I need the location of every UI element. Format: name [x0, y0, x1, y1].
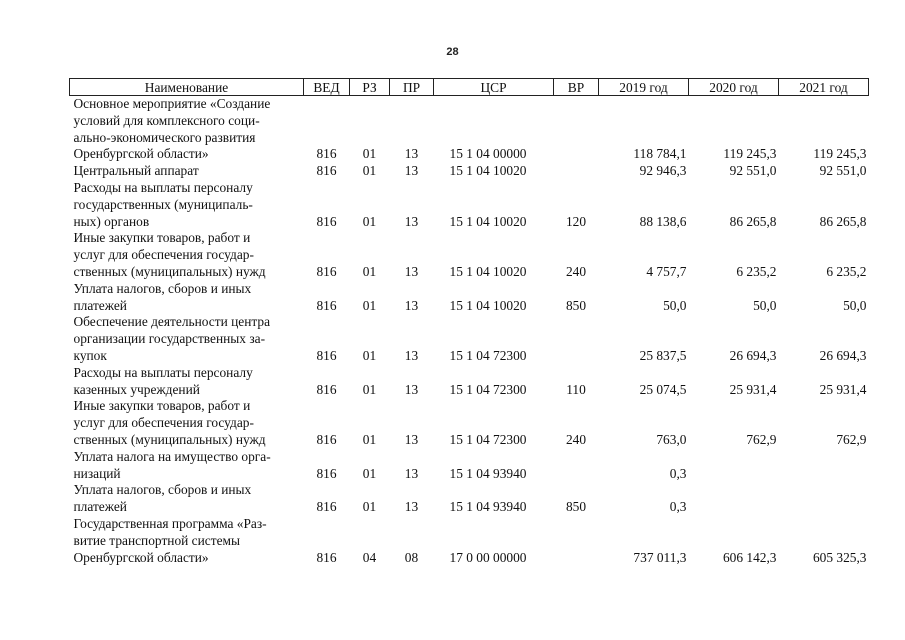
cell-name-line: Иные закупки товаров, работ и: [73, 230, 251, 246]
cell-2020: 92 551,0: [729, 163, 777, 179]
cell-pr: 13: [404, 146, 419, 162]
cell-2019: 25 074,5: [639, 381, 687, 397]
cell-name-line: Уплата налогов, сборов и иных: [73, 482, 252, 498]
cell-csr: 15 1 04 10020: [449, 163, 527, 179]
cell-2021: [779, 482, 869, 516]
cell-2020: 6 235,2: [736, 263, 777, 279]
cell-rz: 01: [362, 499, 377, 515]
budget-table: [69, 78, 869, 566]
cell-name-line: ально-экономического развития: [73, 129, 256, 145]
cell-rz: 01: [362, 381, 377, 397]
cell-2019: 88 138,6: [639, 213, 687, 229]
cell-name-line: Государственная программа «Раз-: [73, 515, 267, 531]
cell-name-line: Обеспечение деятельности центра: [73, 314, 271, 330]
cell-name-line: купок: [73, 347, 107, 363]
cell-name-line: государственных (муниципаль-: [73, 196, 253, 212]
cell-ved: 816: [316, 381, 337, 397]
cell-2019: 92 946,3: [639, 163, 687, 179]
cell-pr: 13: [404, 263, 419, 279]
cell-name: [70, 449, 304, 483]
cell-csr: 15 1 04 10020: [449, 297, 527, 313]
cell-name: [70, 365, 304, 399]
cell-name-line: ных) органов: [73, 213, 150, 229]
header-2021: 2021 год: [779, 79, 869, 96]
cell-name-line: условий для комплексного соци-: [73, 112, 260, 128]
cell-csr: 15 1 04 72300: [449, 381, 527, 397]
cell-2019: 4 757,7: [646, 263, 687, 279]
header-rz: РЗ: [350, 79, 390, 96]
cell-rz: 01: [362, 146, 377, 162]
cell-2021: 605 325,3: [812, 549, 867, 565]
cell-ved: 816: [316, 213, 337, 229]
cell-2019: 737 011,3: [633, 549, 687, 565]
cell-name: [70, 180, 304, 230]
cell-name-line: Оренбургской области»: [73, 146, 209, 162]
cell-name-line: услуг для обеспечения государ-: [73, 415, 254, 431]
cell-2020: 762,9: [746, 431, 777, 447]
cell-name: [70, 516, 304, 566]
cell-2020: 606 142,3: [722, 549, 777, 565]
header-pr: ПР: [390, 79, 434, 96]
header-vr: ВР: [554, 79, 599, 96]
cell-vr: 120: [565, 213, 587, 229]
cell-name-line: ственных (муниципальных) нужд: [73, 263, 266, 279]
cell-ved: 816: [316, 499, 337, 515]
cell-pr: 13: [404, 347, 419, 363]
cell-csr: 15 1 04 93940: [449, 499, 527, 515]
cell-rz: 04: [362, 549, 377, 565]
cell-name: [70, 96, 304, 164]
cell-vr: [554, 516, 599, 566]
cell-pr: 13: [404, 381, 419, 397]
cell-csr: 15 1 04 10020: [449, 213, 527, 229]
cell-rz: 01: [362, 163, 377, 179]
cell-2019: 118 784,1: [633, 146, 687, 162]
cell-name: [70, 230, 304, 280]
cell-name-line: Уплата налогов, сборов и иных: [73, 280, 252, 296]
cell-pr: 08: [404, 549, 419, 565]
cell-name-line: Уплата налога на имущество орга-: [73, 448, 271, 464]
cell-2019: 0,3: [669, 499, 687, 515]
cell-name-line: платежей: [73, 297, 127, 313]
cell-vr: [554, 163, 599, 180]
cell-vr: [554, 449, 599, 483]
cell-ved: 816: [316, 431, 337, 447]
table-body: [70, 96, 869, 567]
cell-csr: 15 1 04 72300: [449, 347, 527, 363]
cell-name-line: Оренбургской области»: [73, 549, 209, 565]
cell-pr: 13: [404, 213, 419, 229]
cell-2019: 0,3: [669, 465, 687, 481]
header-ved: ВЕД: [304, 79, 350, 96]
cell-csr: 17 0 00 00000: [449, 549, 527, 565]
cell-name-line: Расходы на выплаты персоналу: [73, 364, 253, 380]
cell-name-line: Иные закупки товаров, работ и: [73, 398, 251, 414]
table-row: [70, 516, 869, 566]
cell-2021: 119 245,3: [813, 146, 867, 162]
cell-ved: 816: [316, 465, 337, 481]
cell-2021: 25 931,4: [819, 381, 867, 397]
table-header: [70, 79, 869, 96]
cell-pr: 13: [404, 297, 419, 313]
cell-vr: 850: [565, 499, 587, 515]
cell-name: [70, 398, 304, 448]
cell-rz: 01: [362, 431, 377, 447]
cell-vr: 240: [565, 263, 587, 279]
table-row: [70, 281, 869, 315]
cell-name: [70, 314, 304, 364]
cell-name-line: низаций: [73, 465, 121, 481]
header-csr: ЦСР: [434, 79, 554, 96]
cell-vr: [554, 314, 599, 364]
cell-ved: 816: [316, 146, 337, 162]
cell-pr: 13: [404, 163, 419, 179]
cell-vr: 110: [566, 381, 586, 397]
cell-2021: 86 265,8: [819, 213, 867, 229]
cell-pr: 13: [404, 465, 419, 481]
cell-2020: 119 245,3: [723, 146, 777, 162]
table-row: [70, 449, 869, 483]
page-number: 28: [446, 46, 459, 58]
cell-2019: 50,0: [663, 297, 687, 313]
cell-name-line: казенных учреждений: [73, 381, 200, 397]
cell-2020: [689, 449, 779, 483]
cell-2019: 763,0: [656, 431, 687, 447]
cell-vr: [554, 96, 599, 164]
cell-name: [70, 482, 304, 516]
table-row: [70, 314, 869, 364]
cell-2020: 86 265,8: [729, 213, 777, 229]
cell-ved: 816: [316, 297, 337, 313]
header-row: [70, 79, 869, 96]
cell-ved: 816: [316, 347, 337, 363]
cell-2020: [689, 482, 779, 516]
cell-ved: 816: [316, 549, 337, 565]
cell-ved: 816: [316, 163, 337, 179]
cell-2021: 92 551,0: [819, 163, 867, 179]
cell-rz: 01: [362, 347, 377, 363]
cell-name-line: витие транспортной системы: [73, 532, 240, 548]
cell-2021: 50,0: [843, 297, 867, 313]
cell-csr: 15 1 04 10020: [449, 263, 527, 279]
cell-vr: 240: [565, 431, 587, 447]
cell-name: [70, 163, 304, 180]
table-row: [70, 230, 869, 280]
cell-name-line: Расходы на выплаты персоналу: [73, 179, 253, 195]
cell-rz: 01: [362, 213, 377, 229]
cell-2021: 26 694,3: [819, 347, 867, 363]
cell-ved: 816: [316, 263, 337, 279]
cell-rz: 01: [362, 297, 377, 313]
header-name: Наименование: [70, 79, 304, 96]
header-2019: 2019 год: [599, 79, 689, 96]
cell-name: [70, 281, 304, 315]
cell-name-line: услуг для обеспечения государ-: [73, 247, 254, 263]
cell-rz: 01: [362, 465, 377, 481]
cell-2019: 25 837,5: [639, 347, 687, 363]
cell-2021: 762,9: [836, 431, 867, 447]
cell-csr: 15 1 04 00000: [449, 146, 527, 162]
cell-csr: 15 1 04 72300: [449, 431, 527, 447]
cell-rz: 01: [362, 263, 377, 279]
cell-name-line: платежей: [73, 499, 127, 515]
table-row: [70, 398, 869, 448]
cell-name-line: ственных (муниципальных) нужд: [73, 431, 266, 447]
cell-2021: [779, 449, 869, 483]
cell-2021: 6 235,2: [826, 263, 867, 279]
cell-name-line: Центральный аппарат: [73, 163, 199, 179]
table-row: [70, 163, 869, 180]
table-row: [70, 365, 869, 399]
cell-name-line: Основное мероприятие «Создание: [73, 96, 271, 111]
table-row: [70, 482, 869, 516]
cell-name-line: организации государственных за-: [73, 331, 266, 347]
cell-csr: 15 1 04 93940: [449, 465, 527, 481]
cell-2020: 50,0: [753, 297, 777, 313]
table-row: [70, 96, 869, 164]
cell-pr: 13: [404, 431, 419, 447]
cell-2020: 26 694,3: [729, 347, 777, 363]
table-row: [70, 180, 869, 230]
cell-pr: 13: [404, 499, 419, 515]
cell-2020: 25 931,4: [729, 381, 777, 397]
header-2020: 2020 год: [689, 79, 779, 96]
cell-vr: 850: [565, 297, 587, 313]
